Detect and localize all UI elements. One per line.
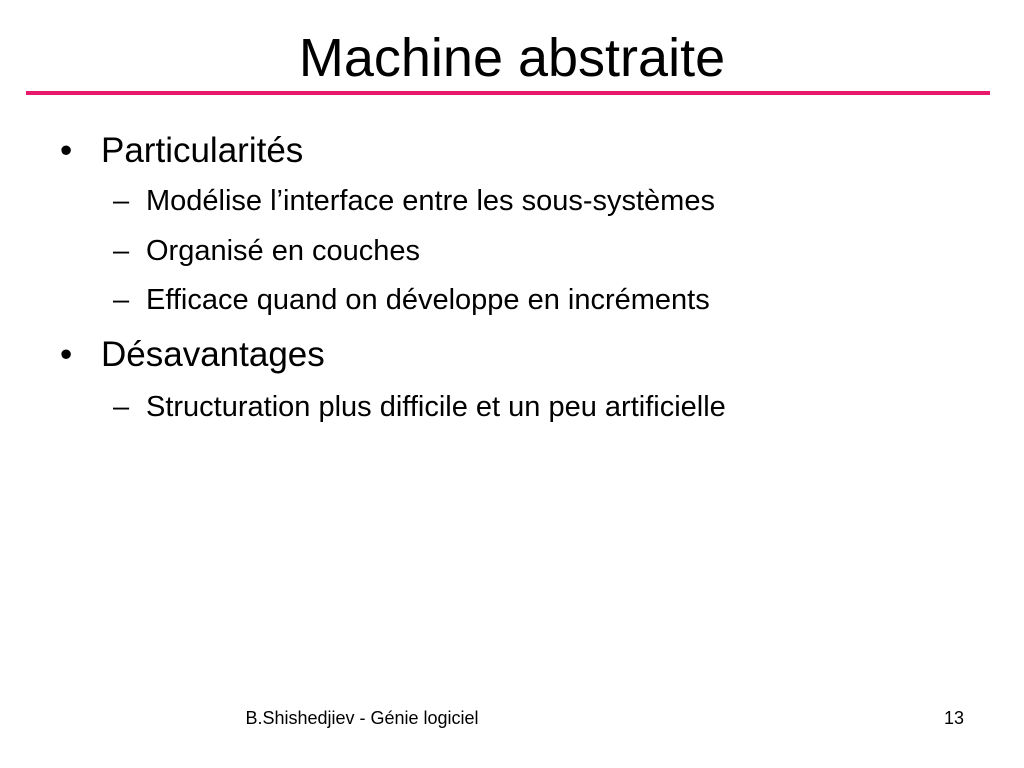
title-underline xyxy=(26,91,990,95)
sub-bullet-item xyxy=(0,231,950,271)
footer-text: B.Shishedjiev - Génie logiciel xyxy=(245,708,479,728)
page-number: 13 xyxy=(943,708,964,728)
bullet-item-desavantages xyxy=(0,331,900,379)
sub-bullet-text: Structuration plus difficile et un peu artificielle xyxy=(146,391,726,423)
dash-marker: – xyxy=(113,284,130,316)
sub-bullet-text: Organisé en couches xyxy=(146,235,421,267)
sub-bullet-item xyxy=(0,181,950,221)
bullet-text: Particularités xyxy=(101,131,304,170)
dash-marker: – xyxy=(113,235,130,267)
slide-title: Machine abstraite xyxy=(298,28,726,88)
sub-bullet-text: Efficace quand on développe en incréments xyxy=(146,284,710,316)
bullet-item-particularites xyxy=(0,127,900,175)
bullet-text: Désavantages xyxy=(101,335,325,374)
bullet-marker: • xyxy=(60,131,73,170)
dash-marker: – xyxy=(113,391,130,423)
sub-bullet-item xyxy=(0,280,950,320)
dash-marker: – xyxy=(113,185,130,217)
sub-bullet-item xyxy=(0,387,950,427)
bullet-marker: • xyxy=(60,335,73,374)
sub-bullet-text: Modélise l’interface entre les sous-systèmes xyxy=(146,185,715,217)
